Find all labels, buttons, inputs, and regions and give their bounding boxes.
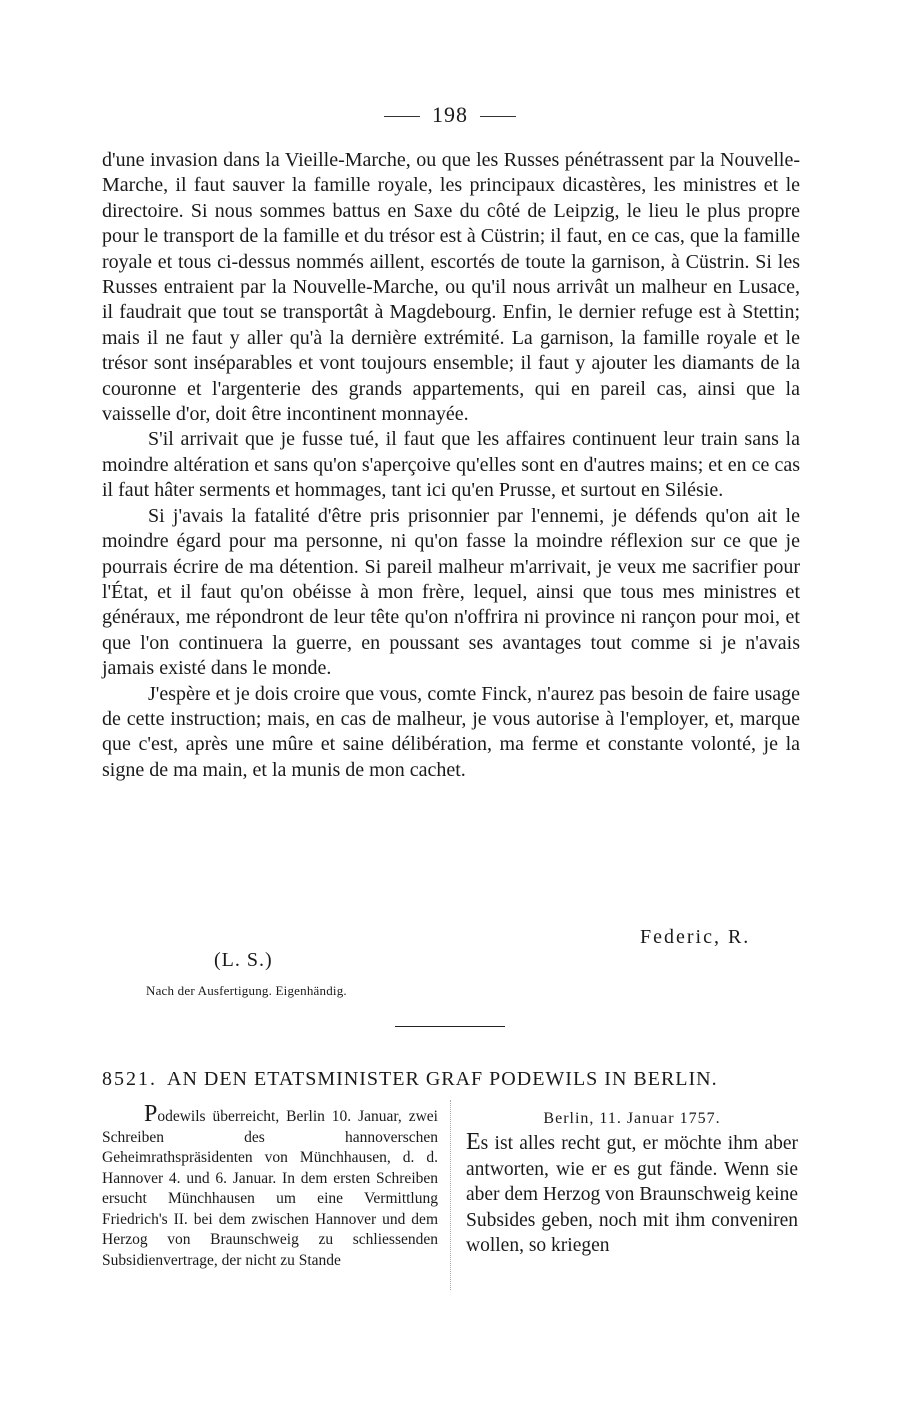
letter-text (466, 1130, 798, 1259)
main-text (102, 148, 800, 783)
section-separator (395, 1026, 505, 1027)
document-number: 8521. (102, 1068, 157, 1090)
letter-dateline: Berlin, 11. Januar 1757. (543, 1110, 721, 1127)
page-header (0, 102, 900, 128)
letter-body: s ist alles recht gut, er möchte ihm aber antworten, wie er es gut fände. Wenn sie aber dem Herzog von Braunschweig keine Subsides geben, noch mit ihm conveniren wollen, so kriegen (466, 1133, 798, 1256)
summary-column (102, 1101, 438, 1271)
paragraph-3: Si j'avais la fatalité d'être pris prisonnier par l'ennemi, je défends qu'on ait le moindre égard pour ma personne, ni qu'on fasse la moindre réflexion sur ce que je pourrais écrire de ma détention. Si pareil malheur m'arrivait, je veux me sacrifier pour l'État, et il faut qu'on obéisse à mon frère, lequel, ainsi que tous mes ministres et généraux, me répondront de leur tête qu'on n'offrira ni province ni rançon pour moi, et que l'on continuera la guerre, en poussant ses avantages tout comme si je n'avais jamais existé dans le monde. (102, 504, 800, 680)
header-dash-left (384, 116, 420, 117)
letter-column (466, 1110, 798, 1259)
page-number: 198 (432, 102, 468, 127)
summary-initial: P (144, 1101, 158, 1127)
summary-body: odewils überreicht, Berlin 10. Januar, zwei Schreiben des hannoverschen Geheimrathspräsidenten von Münchhausen, d. d. Hannover 4. und 6. Januar. In dem ersten Schreiben ersucht Münchhausen um eine Vermittlung Friedrich's II. bei dem zwischen Hannover und dem Herzog von Braunschweig zu schliessenden Subsidienvertrage, der nicht zu Stande (102, 1108, 438, 1269)
provenance-note: Nach der Ausfertigung. Eigenhändig. (146, 983, 347, 998)
paragraph-1: d'une invasion dans la Vieille-Marche, ou que les Russes pénétrassent par la Nouvelle-Marche, il faut sauver la famille royale, les principaux dicastères, les ministres et le directoire. Si nous sommes battus en Saxe du côté de Leipzig, le lieu le plus propre pour le transport de la famille et du trésor est à Cüstrin; il faut, en ce cas, que la famille royale et tous ci-dessus nommés aillent, escortés de toute la garnison, à Cüstrin. Si les Russes entraient par la Nouvelle-Marche, ou qu'il nous arrivât un malheur en Lusace, il faudrait que tout se transportât à Magdebourg. Enfin, le dernier refuge est à Stettin; mais il ne faut y aller qu'à la dernière extrémité. La garnison, la famille royale et le trésor sont inséparables et vont toujours ensemble; il faut y ajouter les diamants de la couronne et l'argenterie des grands appartements, qui en pareil cas, ainsi que la vaisselle d'or, doit être incontinent monnayée. (102, 149, 800, 426)
letter-initial: E (466, 1129, 481, 1155)
summary-text (102, 1101, 438, 1271)
paragraph-4: J'espère et je dois croire que vous, comte Finck, n'aurez pas besoin de faire usage de cette instruction; mais, en cas de malheur, je vous autorise à l'employer, et, marque que c'est, après une mûre et saine délibération, ma ferme et constante volonté, je la signe de ma main, et la munis de mon cachet. (102, 682, 800, 781)
document-heading (102, 1068, 802, 1091)
paragraph-2: S'il arrivait que je fusse tué, il faut que les affaires continuent leur train sans la moindre altération et sans qu'on s'aperçoive qu'elles sont en d'autres mains; et en ce cas il faut hâter serments et hommages, tant ici qu'en Prusse, et surtout en Silésie. (102, 428, 800, 502)
seal-mark: (L. S.) (214, 949, 273, 971)
column-divider (450, 1100, 451, 1290)
signature: Federic, R. (640, 926, 751, 948)
header-dash-right (480, 116, 516, 117)
document-title: AN DEN ETATSMINISTER GRAF PODEWILS IN BERLIN. (167, 1068, 718, 1090)
